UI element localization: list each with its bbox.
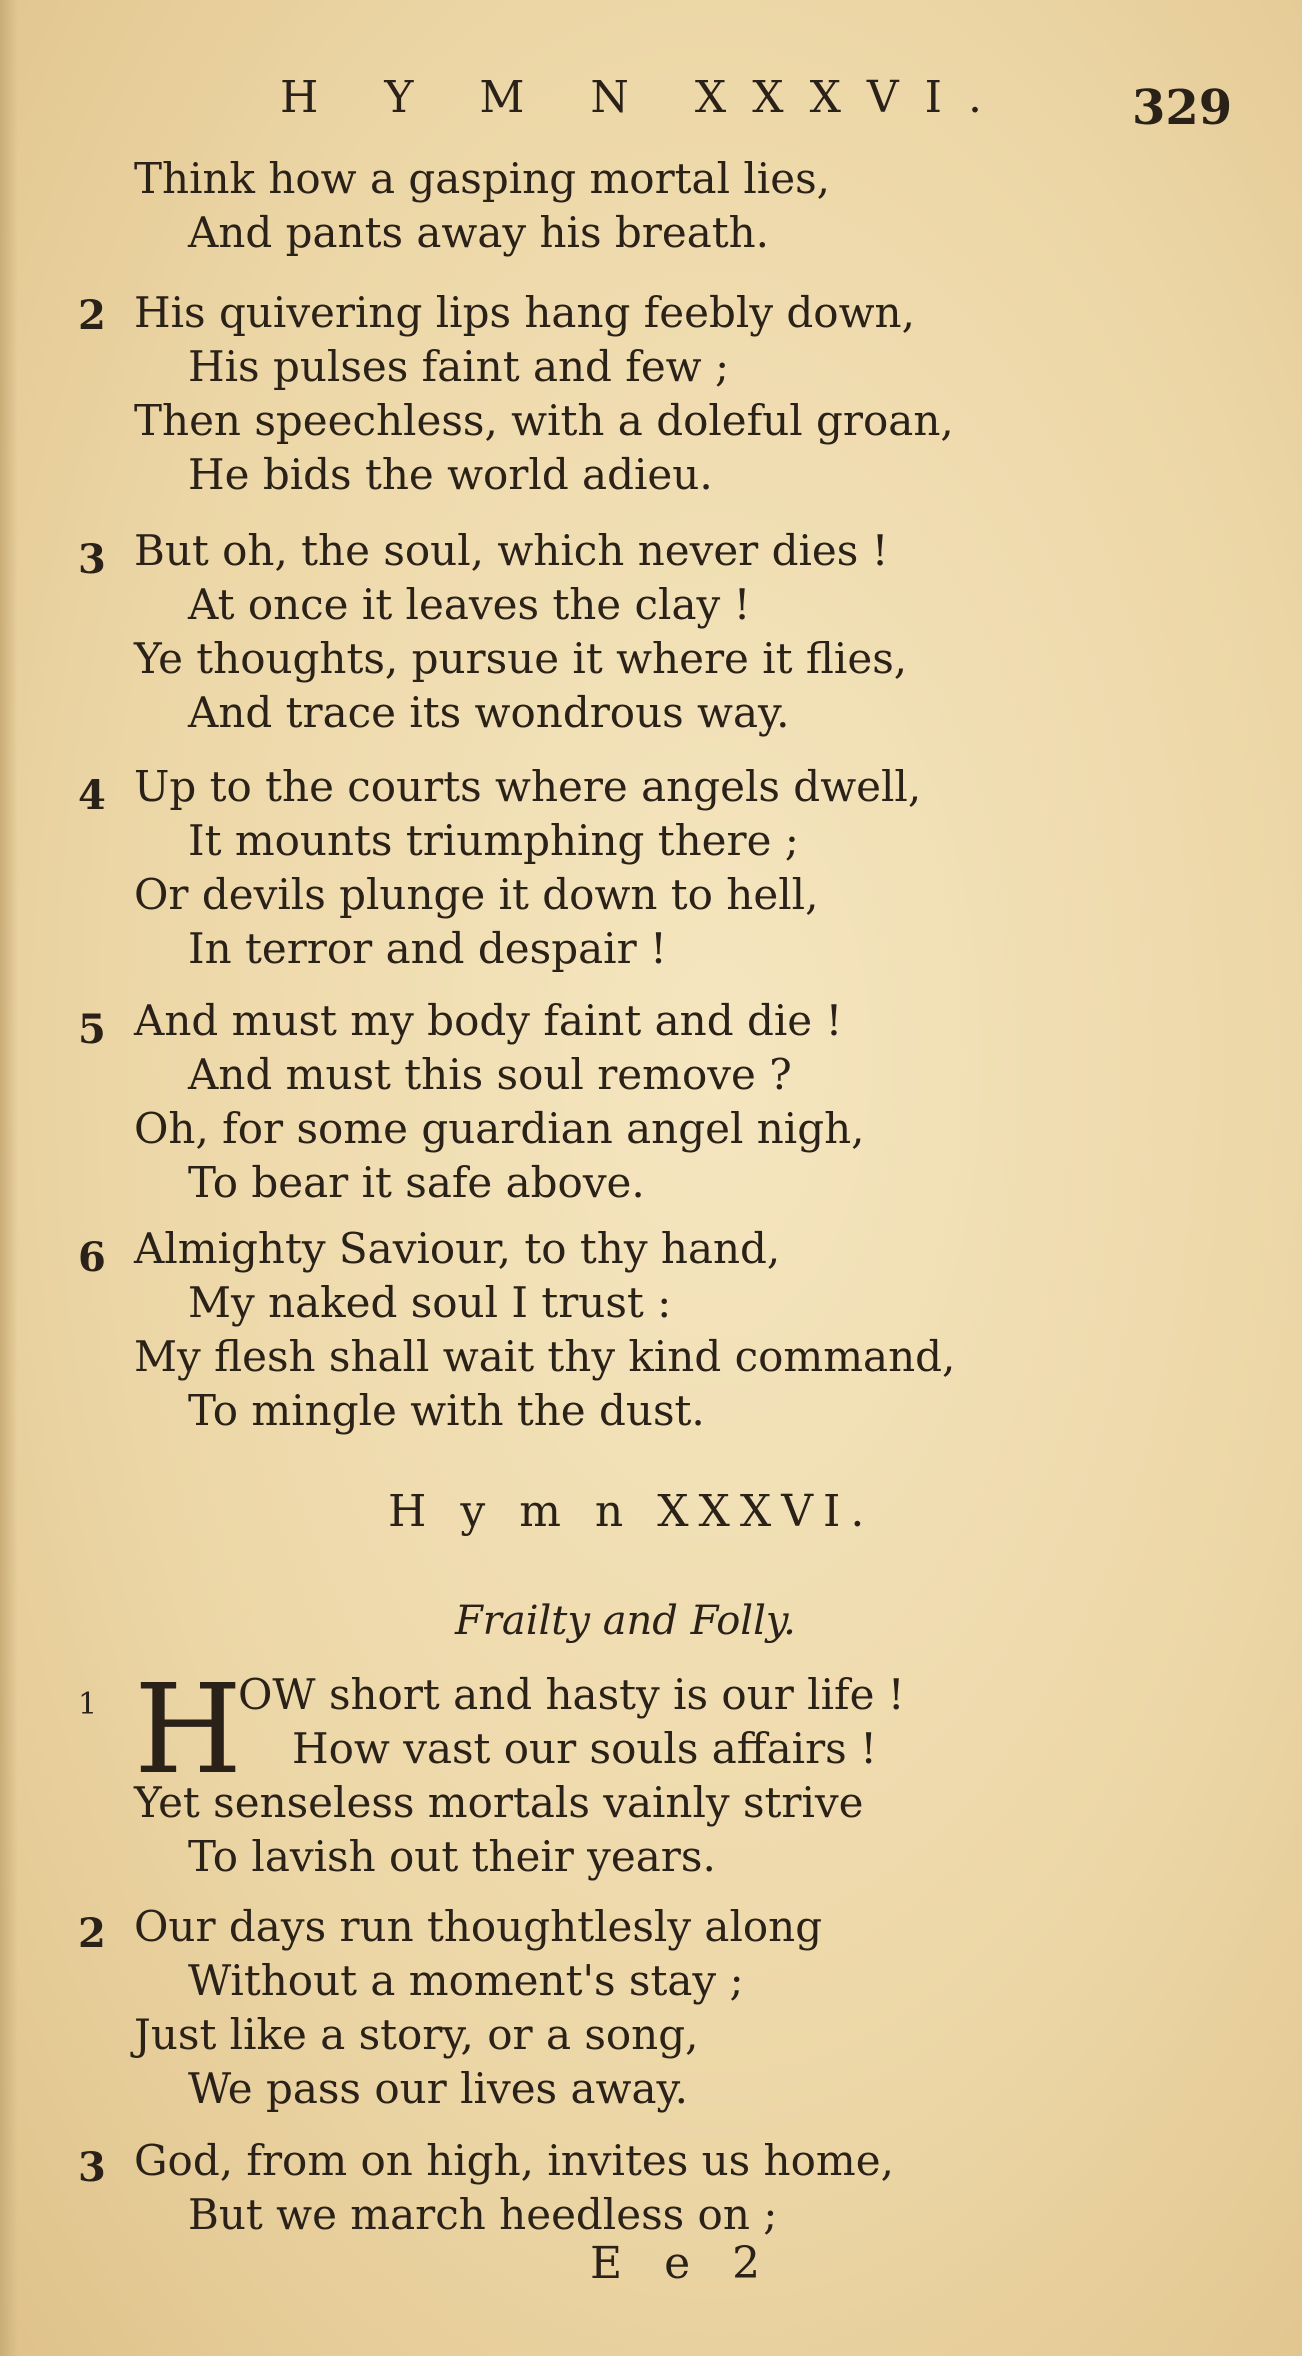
drop-cap: H [134,1658,243,1802]
verse-line: It mounts triumphing there ; [188,816,799,865]
verse-line: Yet senseless mortals vainly strive [134,1778,864,1827]
verse-line: My naked soul I trust : [188,1278,672,1327]
verse-line: To bear it safe above. [188,1158,645,1207]
verse-line: And must this soul remove ? [188,1050,792,1099]
stanza-number: 6 [78,1234,106,1281]
verse-line: His quivering lips hang feebly down, [134,288,915,337]
signature-mark: E e 2 [590,2238,775,2289]
stanza-number: 5 [78,1006,106,1053]
stanza-number: 3 [78,2144,106,2191]
verse-line: And pants away his breath. [188,208,770,257]
verse-line: Or devils plunge it down to hell, [134,870,819,919]
verse-line: In terror and despair ! [188,924,667,973]
running-head: H Y M N XXXVI. [280,72,1009,123]
verse-line: But oh, the soul, which never dies ! [134,526,889,575]
hymn-title: H y m n XXXVI. [388,1486,875,1537]
verse-line: Ye thoughts, pursue it where it flies, [134,634,908,683]
verse-line: Just like a story, or a song, [134,2010,699,2059]
page-number: 329 [1132,80,1233,136]
verse-line: To mingle with the dust. [188,1386,705,1435]
page-spine-shadow [0,0,18,2356]
stanza-number: 2 [78,292,106,339]
verse-line: God, from on high, invites us home, [134,2136,894,2185]
stanza-number: 4 [78,772,106,819]
stanza-number: 1 [78,1687,98,1722]
verse-line: Think how a gasping mortal lies, [134,154,830,203]
verse-line: But we march heedless on ; [188,2190,778,2239]
verse-line: Then speechless, with a doleful groan, [134,396,954,445]
verse-line: And must my body faint and die ! [134,996,843,1045]
verse-line: His pulses faint and few ; [188,342,730,391]
verse-line: Up to the courts where angels dwell, [134,762,922,811]
verse-line: My flesh shall wait thy kind command, [134,1332,956,1381]
hymn-subtitle: Frailty and Folly. [455,1598,796,1644]
verse-line: Oh, for some guardian angel nigh, [134,1104,865,1153]
verse-line: And trace its wondrous way. [188,688,790,737]
stanza-number: 3 [78,536,106,583]
verse-line: We pass our lives away. [188,2064,688,2113]
verse-line: OW short and hasty is our life ! [238,1670,905,1719]
verse-line: Almighty Saviour, to thy hand, [134,1224,781,1273]
verse-line: To lavish out their years. [188,1832,716,1881]
verse-line: Without a moment's stay ; [188,1956,744,2005]
verse-line: At once it leaves the clay ! [188,580,751,629]
verse-line: Our days run thoughtlesly along [134,1902,823,1951]
verse-line: How vast our souls affairs ! [292,1724,877,1773]
stanza-number: 2 [78,1910,106,1957]
verse-line: He bids the world adieu. [188,450,713,499]
